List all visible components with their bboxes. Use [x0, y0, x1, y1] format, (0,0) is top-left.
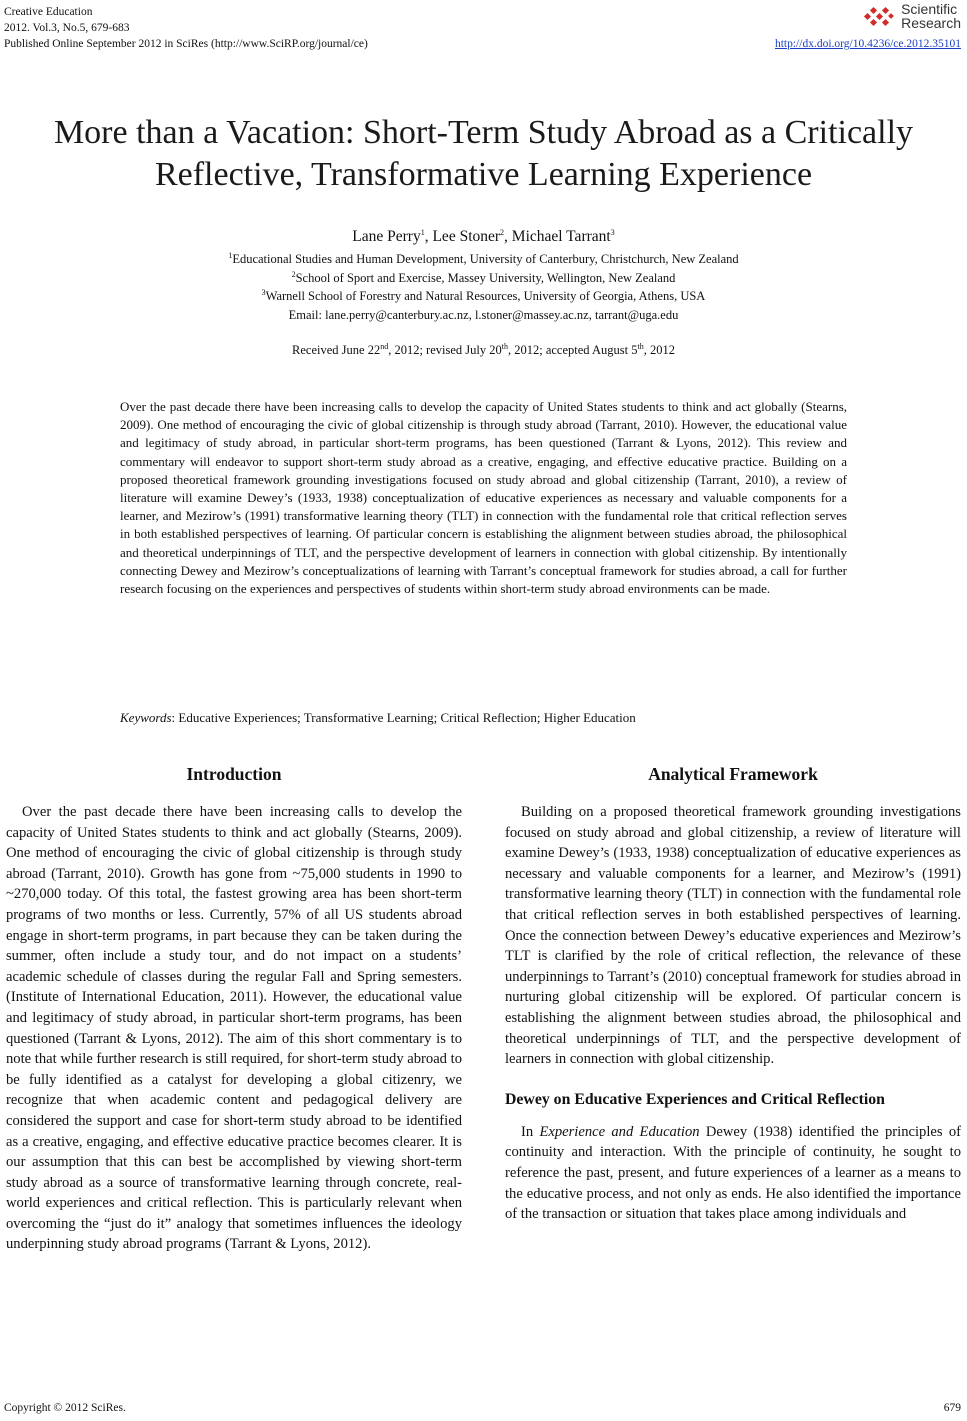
- framework-paragraph: Building on a proposed theoretical framework grounding investigations focused on study abroad and global citizenship, a review of literature will examine Dewey’s (1933, 1938) conceptualization of educative experiences as necessary and valuable components for a learner, and Mezirow’s (1991) transformative learning theory (TLT) in connection with the fundamental role that critical reflection serves in both established perspectives of learning. Once the connection between Dewey’s educative experiences and Mezirow’s TLT is clarified by the role of critical reflection, the relevance of these underpinnings to Tarrant’s (2010) conceptual framework for studies abroad in nurturing global citizenship will be explored. Of particular concern is establishing the alignment between studies abroad, the philosophical and theoretical underpinnings of TLT, and the perspective development of learners in connection with global citizenship.: [505, 804, 961, 1068]
- author-name: Lane Perry: [352, 228, 421, 245]
- author-sup: 1: [420, 227, 425, 237]
- subsection-heading-dewey: Dewey on Educative Experiences and Critical Reflection: [505, 1090, 885, 1108]
- right-column: [505, 762, 961, 1225]
- footer-copyright: Copyright © 2012 SciRes.: [4, 1402, 126, 1414]
- book-title: Experience and Education: [539, 1123, 700, 1140]
- header-right: [775, 2, 961, 50]
- doi-link[interactable]: http://dx.doi.org/10.4236/ce.2012.35101: [774, 38, 961, 50]
- logo-text-line2: Research: [901, 15, 961, 31]
- affiliation: $^3$Warnell School of Forestry and Natural Resources, University of Georgia, Athens, USA: [261, 287, 706, 303]
- author-sup: 3: [610, 227, 615, 237]
- email-line: Email: lane.perry@canterbury.ac.nz, l.stoner@massey.ac.nz, tarrant@uga.edu: [288, 307, 679, 322]
- affiliation: $^1$Educational Studies and Human Development, University of Canterbury, Christchurch, New Zealand: [228, 250, 739, 266]
- paper-title: More than a Vacation: Short-Term Study Abroad as a Critically Reflective, Transformative Learning Experience: [53, 114, 914, 193]
- keywords-label: Keywords: [120, 710, 172, 725]
- author-name: Michael Tarrant: [511, 228, 611, 245]
- author-name: Lee Stoner: [432, 228, 501, 245]
- left-column: [6, 762, 462, 1255]
- author-list: Lane Perry$^1$, Lee Stoner$^2$, Michael Tarrant$^3$: [352, 227, 615, 245]
- keywords: [120, 710, 847, 726]
- abstract: Over the past decade there have been increasing calls to develop the capacity of United States students to think and act globally (Stearns, 2009). One method of encouraging the civic of global citizenship is through study abroad (Tarrant, 2010). However, the educational value and legitimacy of study abroad, in particular short-term programs, has been questioned (Tarrant & Lyons, 2012). This review and commentary will endeavor to support short-term study abroad as a creative, engaging, and effective educative practice. Building on a proposed theoretical framework grounding investigations focused on study abroad and global citizenship (Tarrant, 2010), a review of literature will examine Dewey’s (1933, 1938) conceptualization of educative experiences as necessary and valuable components for a learner, and Mezirow’s (1991) transformative learning theory (TLT) in connection with the fundamental role that critical reflection serves in both established perspectives of learning. Of particular concern is establishing the alignment between studies abroad, the philosophical and theoretical underpinnings of TLT, and the perspective development of learners in connection with global citizenship. By intentionally connecting Dewey and Mezirow’s conceptualizations of learning with Tarrant’s conceptual framework for studies abroad, a call for further research focusing on the experiences and perspectives of students within short-term study abroad environments can be made.: [120, 399, 847, 597]
- page-number: 679: [943, 1402, 961, 1414]
- dewey-paragraph: In Experience and Education Dewey (1938) identified the principles of continuity and interaction. With the principle of continuity, he sought to reference the past, present, and future experiences of a learner as a means to the educative process, and not only as ends. He also identified the importance of the transaction or situation that takes place among individuals and: [505, 1123, 961, 1223]
- publication-info: Published Online September 2012 in SciRes (http://www.SciRP.org/journal/ce): [4, 38, 368, 50]
- section-heading-introduction: Introduction: [186, 764, 282, 784]
- keywords-text: : Educative Experiences; Transformative Learning; Critical Reflection; Higher Education: [171, 710, 636, 725]
- journal-header: [4, 4, 368, 52]
- scientific-research-logo-icon: [863, 3, 897, 29]
- section-heading-framework: Analytical Framework: [648, 764, 818, 784]
- journal-volume: 2012. Vol.3, No.5, 679-683: [4, 22, 130, 34]
- logo-text-line1: Scientific: [901, 1, 958, 17]
- received-dates: Received June 22nd, 2012; revised July 20th, 2012; accepted August 5th, 2012: [292, 341, 675, 357]
- journal-name: Creative Education: [4, 6, 93, 18]
- introduction-paragraph: Over the past decade there have been increasing calls to develop the capacity of United States students to think and act globally (Stearns, 2009). One method of encouraging the civic of global citizenship is through study abroad (Tarrant, 2010). Growth has gone from ~75,000 students in 1990 to ~270,000 today. Of this total, the fastest growing area has been short-term programs of two months or less. Currently, 57% of all US students abroad engage in short-term programs, in part because they can be taken during the summer, often include a study tour, and do not impact on a students’ academic schedule of classes during the regular Fall and Spring semesters. (Institute of International Education, 2011). However, the educational value and legitimacy of study abroad, in particular short-term programs, has been questioned (Tarrant & Lyons, 2012). The aim of this short commentary is to note that while further research is still required, for short-term study abroad to be fully identified as a catalyst for developing a global citizenry, we recognize that when academic content and pedagogical delivery are considered the support and case for short-term study abroad to be identified as a creative, engaging, and effective educative practice becomes clearer. It is our assumption that this can best be accomplished by viewing short-term study abroad as a source of transformative learning through concrete, real-world experiences and critical reflection. This is particularly relevant when overcoming the “just do it” analogy that sometimes influences the ideology underpinning study abroad programs (Tarrant & Lyons, 2012).: [6, 804, 462, 1253]
- author-sup: 2: [500, 227, 505, 237]
- publisher-logo: [775, 2, 961, 30]
- affiliation: $^2$School of Sport and Exercise, Massey University, Wellington, New Zealand: [291, 269, 676, 285]
- affiliations: [0, 250, 967, 324]
